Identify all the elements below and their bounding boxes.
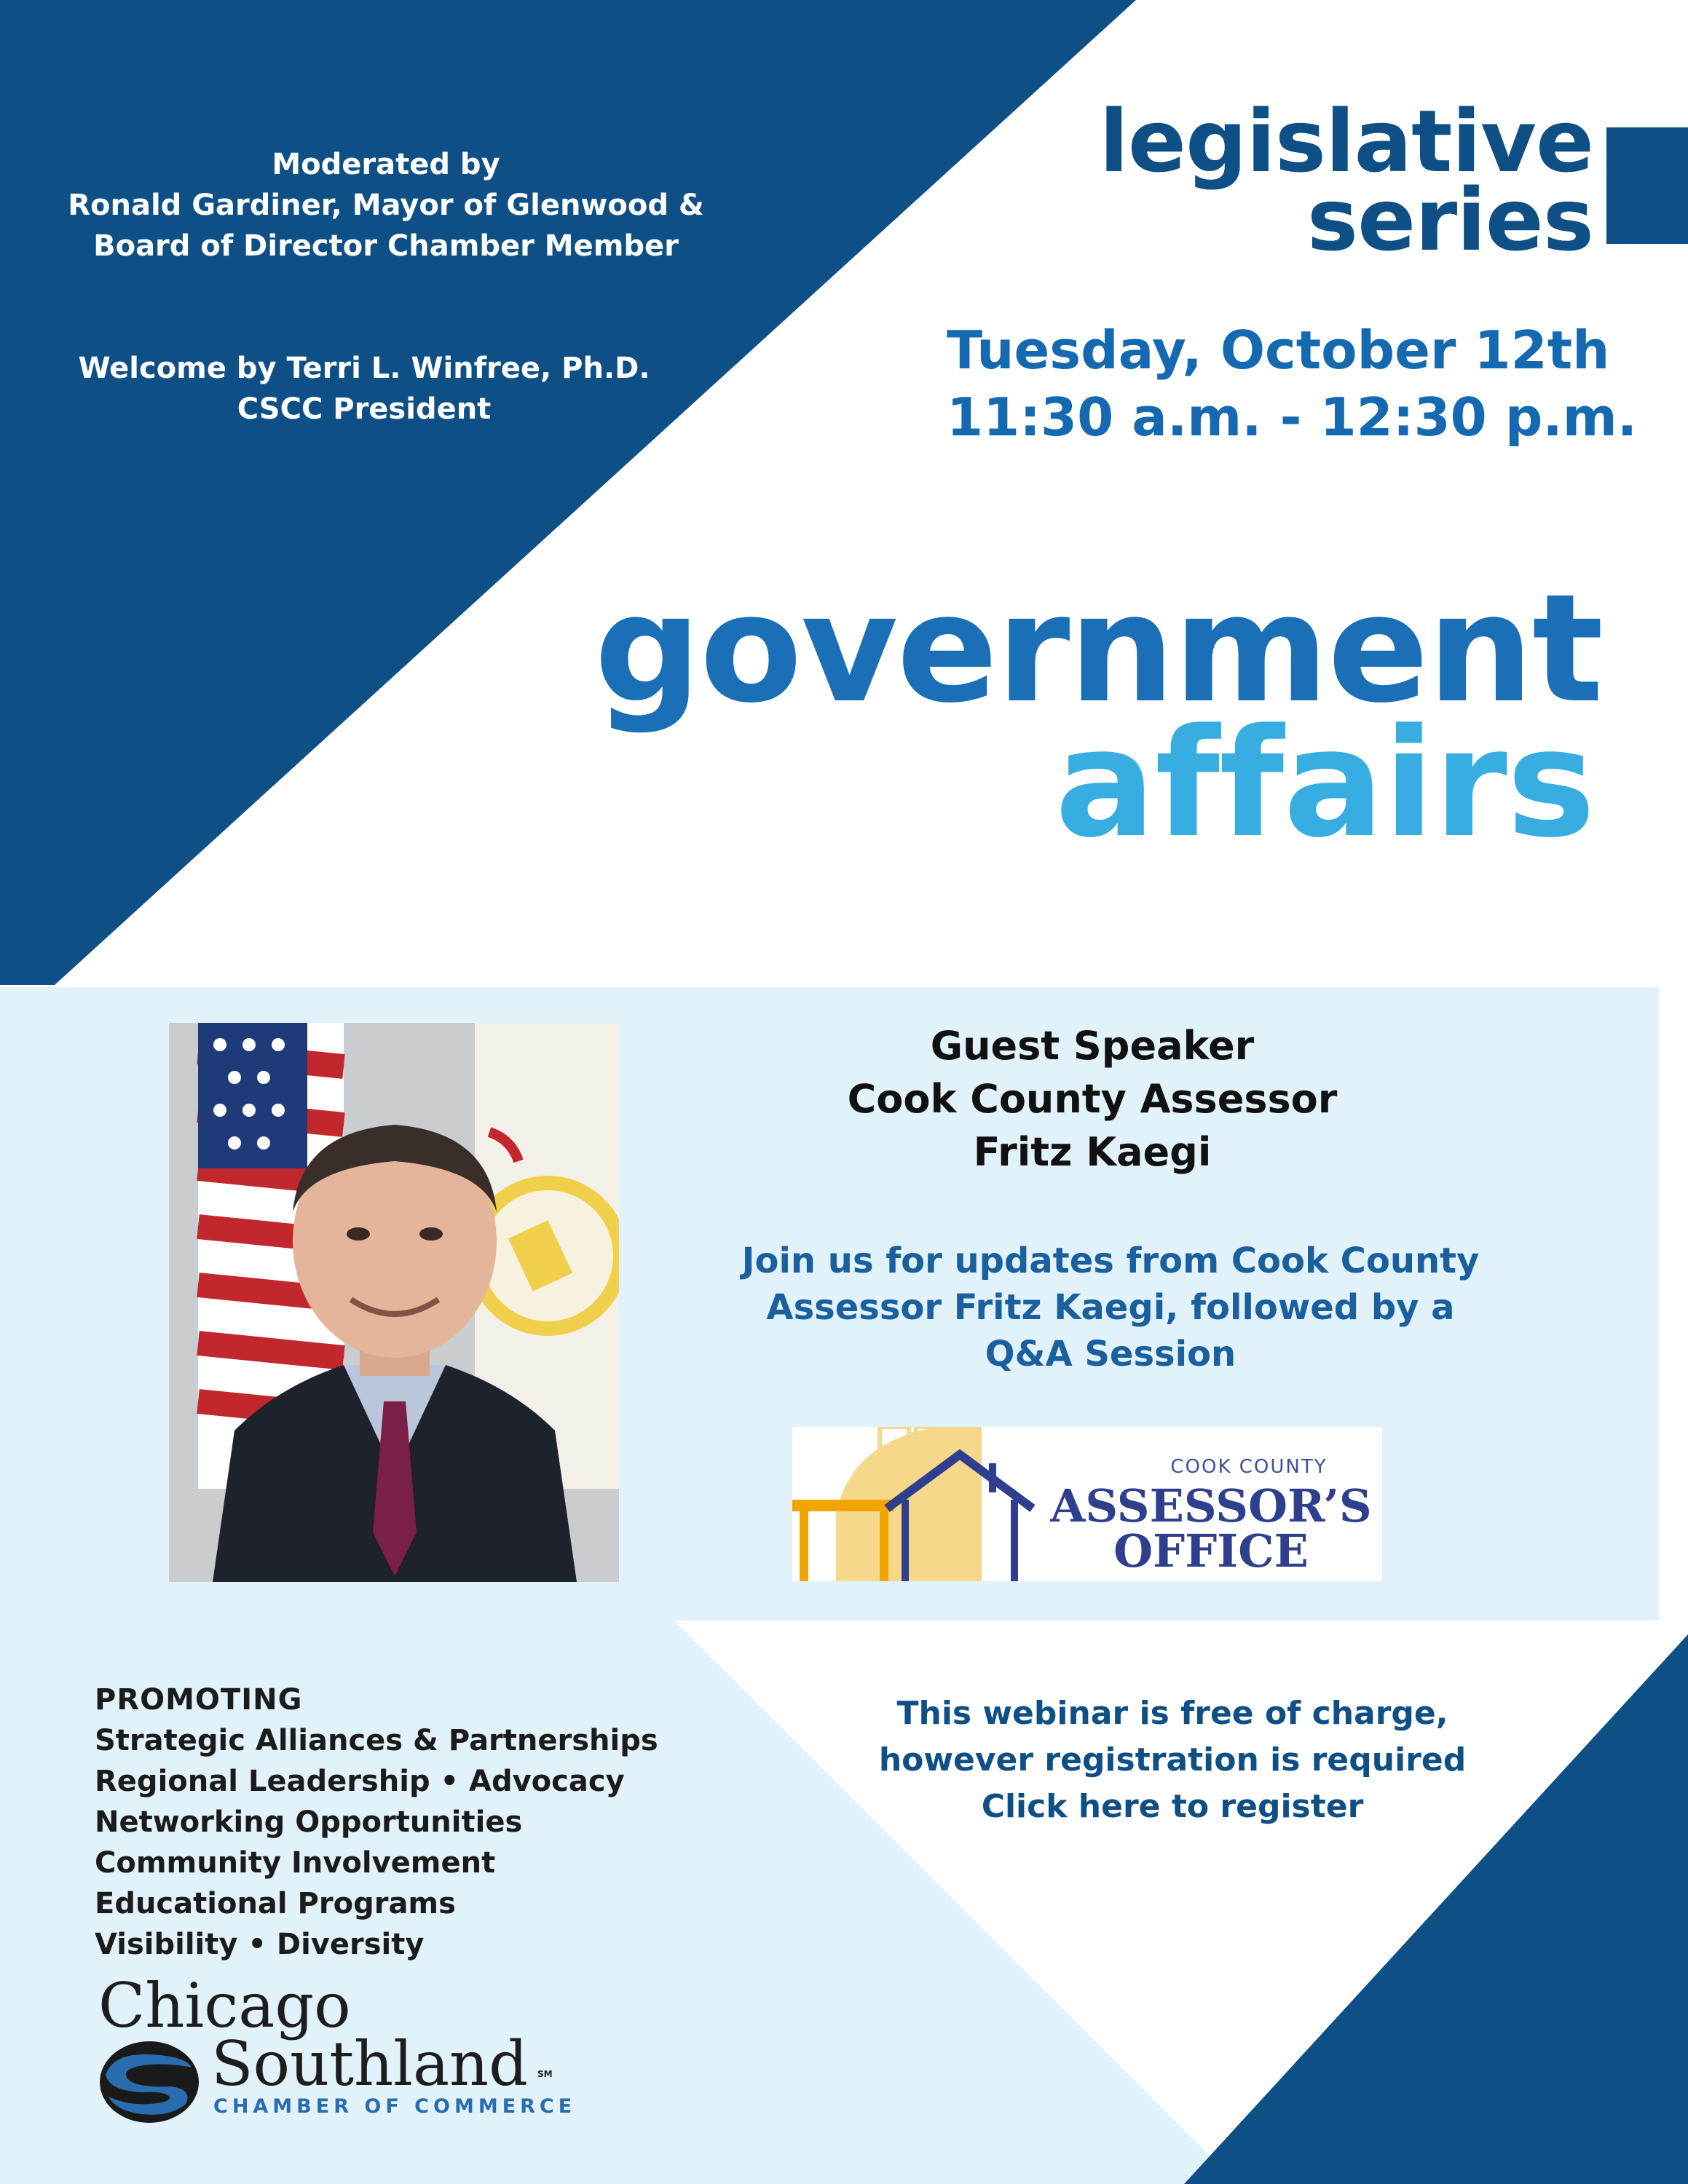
event-date: Tuesday, October 12th xyxy=(947,320,1610,381)
chamber-logo-servicemark: SM xyxy=(537,2069,553,2079)
description-line: Q&A Session xyxy=(985,1334,1237,1374)
moderator-line: Ronald Gardiner, Mayor of Glenwood & xyxy=(68,189,704,222)
promoting-item: Educational Programs xyxy=(95,1887,456,1920)
promoting-item: Strategic Alliances & Partnerships xyxy=(95,1724,658,1757)
assessor-office-logo xyxy=(792,1427,1382,1581)
register-link[interactable]: Click here to register xyxy=(981,1788,1364,1825)
promoting-item: Community Involvement xyxy=(95,1846,496,1880)
welcome-line: Welcome by Terri L. Winfree, Ph.D. xyxy=(78,352,650,385)
speaker-photo xyxy=(169,1023,619,1582)
chamber-logo-southland: Southland xyxy=(211,2028,528,2100)
registration-line2: however registration is required xyxy=(878,1741,1467,1779)
registration-line1: This webinar is free of charge, xyxy=(896,1695,1448,1732)
description-line: Assessor Fritz Kaegi, followed by a xyxy=(766,1287,1455,1328)
promoting-item: Networking Opportunities xyxy=(95,1805,523,1839)
assessor-logo-office xyxy=(1047,1479,1375,1578)
speaker-name: Fritz Kaegi xyxy=(973,1129,1212,1175)
event-description xyxy=(692,1238,1529,1377)
event-time: 11:30 a.m. - 12:30 p.m. xyxy=(947,387,1638,448)
assessor-logo-line1: ASSESSOR’S xyxy=(1050,1479,1372,1532)
series-title-line2: series xyxy=(1306,170,1593,270)
series-title-line1: legislative xyxy=(1099,91,1593,191)
moderator-line: Board of Director Chamber Member xyxy=(93,229,679,263)
speaker-title: Cook County Assessor xyxy=(847,1076,1338,1122)
registration-block xyxy=(845,1690,1500,1830)
headline-line1: government xyxy=(594,563,1602,736)
promoting-item: Visibility • Diversity xyxy=(95,1928,425,1961)
series-title xyxy=(1099,91,1593,270)
event-datetime xyxy=(947,317,1646,451)
speaker-portrait-icon xyxy=(169,1023,619,1582)
headline-line2: affairs xyxy=(1054,697,1595,871)
welcome-line: CSCC President xyxy=(237,392,492,426)
welcome-block xyxy=(0,348,728,430)
chamber-swoosh-icon xyxy=(98,2038,200,2126)
chamber-logo-chicago: Chicago xyxy=(98,1970,351,2041)
series-accent-block xyxy=(1606,127,1688,244)
moderator-block xyxy=(0,144,772,266)
chamber-logo-subtitle: CHAMBER OF COMMERCE xyxy=(213,2095,577,2118)
moderator-line: Moderated by xyxy=(272,148,500,181)
speaker-heading xyxy=(728,1019,1456,1179)
description-line: Join us for updates from Cook County xyxy=(741,1241,1480,1281)
assessor-logo-county: COOK COUNTY xyxy=(1170,1456,1328,1478)
promoting-heading: PROMOTING xyxy=(95,1683,303,1717)
assessor-logo-line2: OFFICE xyxy=(1113,1524,1309,1578)
promoting-list xyxy=(95,1679,658,1965)
promoting-item: Regional Leadership • Advocacy xyxy=(95,1765,625,1798)
speaker-label: Guest Speaker xyxy=(930,1023,1255,1069)
house-icon xyxy=(792,1427,1054,1581)
